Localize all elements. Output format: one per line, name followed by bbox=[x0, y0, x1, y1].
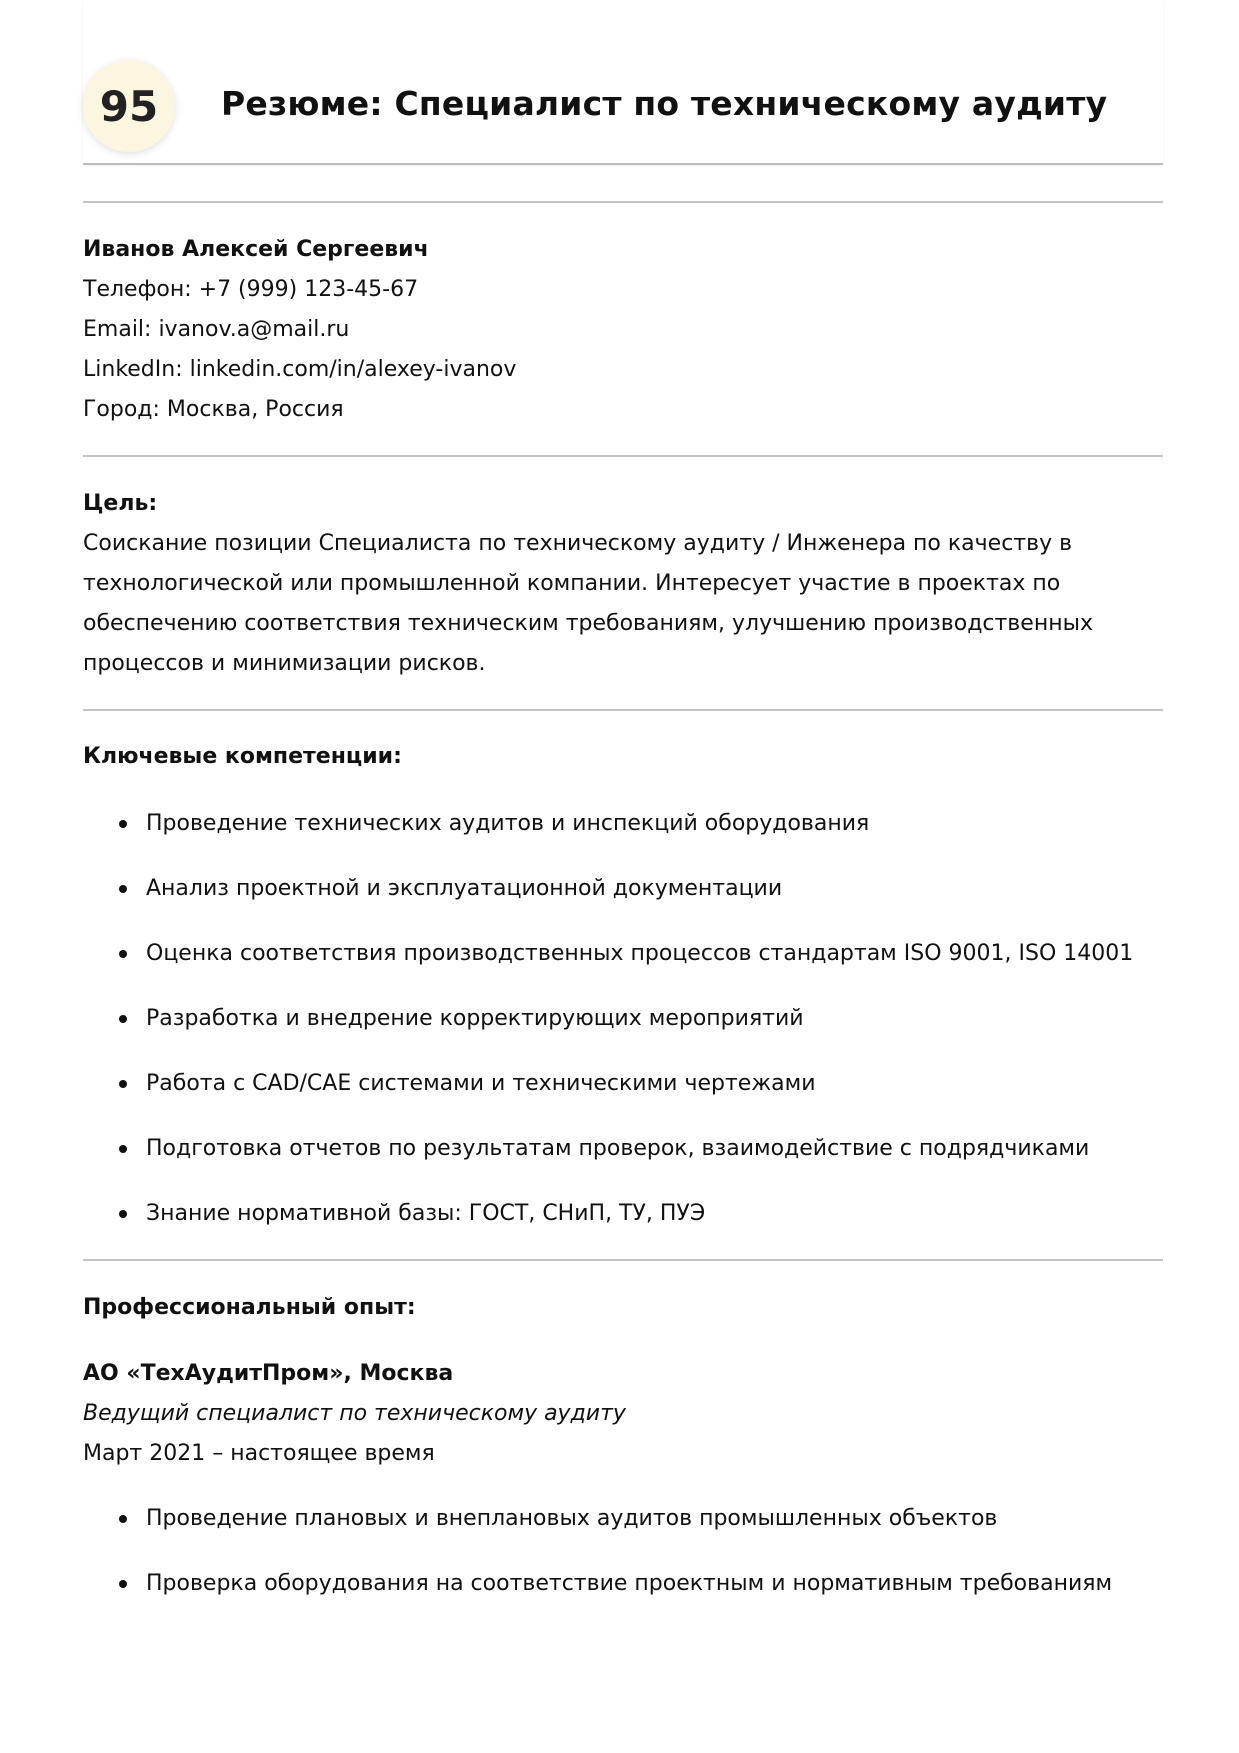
list-item bbox=[83, 1499, 1163, 1564]
bullet-icon bbox=[119, 1515, 127, 1523]
page-number-badge: 95 bbox=[83, 60, 175, 152]
list-item-text: Проведение технических аудитов и инспекций оборудования bbox=[146, 811, 870, 836]
bullet-icon bbox=[119, 1015, 127, 1023]
resume-page bbox=[83, 0, 1163, 1596]
objective-heading: Цель: bbox=[83, 491, 158, 516]
contact-email: Email: ivanov.a@mail.ru bbox=[83, 317, 350, 342]
competencies-section bbox=[83, 737, 1163, 1259]
objective-line: обеспечению соответствия техническим требованиям, улучшению производственных bbox=[83, 611, 1093, 636]
objective-line: технологической или промышленной компании. Интересует участие в проектах по bbox=[83, 571, 1061, 596]
bullet-icon bbox=[119, 1580, 127, 1588]
divider bbox=[83, 709, 1163, 711]
list-item-text: Подготовка отчетов по результатам проверок, взаимодействие с подрядчиками bbox=[146, 1136, 1090, 1161]
contact-city: Город: Москва, Россия bbox=[83, 397, 344, 422]
list-item bbox=[83, 999, 1163, 1064]
bullet-icon bbox=[119, 1210, 127, 1218]
bullet-icon bbox=[119, 1145, 127, 1153]
list-item-text: Проведение плановых и внеплановых аудитов промышленных объектов bbox=[146, 1506, 998, 1531]
page-title: Резюме: Специалист по техническому аудиту bbox=[221, 84, 1108, 123]
job-position: Ведущий специалист по техническому аудиту bbox=[83, 1401, 626, 1426]
list-item bbox=[83, 1194, 1163, 1259]
objective-section bbox=[83, 484, 1163, 684]
divider bbox=[83, 1259, 1163, 1261]
bullet-icon bbox=[119, 950, 127, 958]
list-item-text: Разработка и внедрение корректирующих мероприятий bbox=[146, 1006, 804, 1031]
divider bbox=[83, 455, 1163, 457]
list-item-text: Анализ проектной и эксплуатационной документации bbox=[146, 876, 783, 901]
experience-section bbox=[83, 1288, 1163, 1629]
bullet-icon bbox=[119, 820, 127, 828]
list-item bbox=[83, 1564, 1163, 1629]
list-item bbox=[83, 804, 1163, 869]
bullet-icon bbox=[119, 885, 127, 893]
experience-list bbox=[83, 1499, 1163, 1629]
job-period: Март 2021 – настоящее время bbox=[83, 1441, 435, 1466]
list-item bbox=[83, 869, 1163, 934]
list-item-text: Знание нормативной базы: ГОСТ, СНиП, ТУ, ПУЭ bbox=[146, 1201, 706, 1226]
list-item-text: Проверка оборудования на соответствие проектным и нормативным требованиям bbox=[146, 1571, 1113, 1596]
objective-line: Соискание позиции Специалиста по техническому аудиту / Инженера по качеству в bbox=[83, 531, 1073, 556]
contact-linkedin: LinkedIn: linkedin.com/in/alexey-ivanov bbox=[83, 357, 517, 382]
company-name: АО «ТехАудитПром», Москва bbox=[83, 1361, 454, 1386]
list-item-text: Оценка соответствия производственных процессов стандартам ISO 9001, ISO 14001 bbox=[146, 941, 1134, 966]
list-item-text: Работа с CAD/CAE системами и техническими чертежами bbox=[146, 1071, 816, 1096]
divider bbox=[83, 201, 1163, 203]
contact-phone: Телефон: +7 (999) 123-45-67 bbox=[83, 277, 419, 302]
list-item bbox=[83, 934, 1163, 999]
experience-heading: Профессиональный опыт: bbox=[83, 1295, 416, 1320]
candidate-name: Иванов Алексей Сергеевич bbox=[83, 237, 429, 262]
list-item bbox=[83, 1129, 1163, 1194]
page-header bbox=[83, 0, 1163, 165]
competencies-heading: Ключевые компетенции: bbox=[83, 744, 402, 769]
contact-section bbox=[83, 230, 1163, 430]
list-item bbox=[83, 1064, 1163, 1129]
competencies-list bbox=[83, 804, 1163, 1259]
bullet-icon bbox=[119, 1080, 127, 1088]
objective-line: процессов и минимизации рисков. bbox=[83, 651, 486, 676]
